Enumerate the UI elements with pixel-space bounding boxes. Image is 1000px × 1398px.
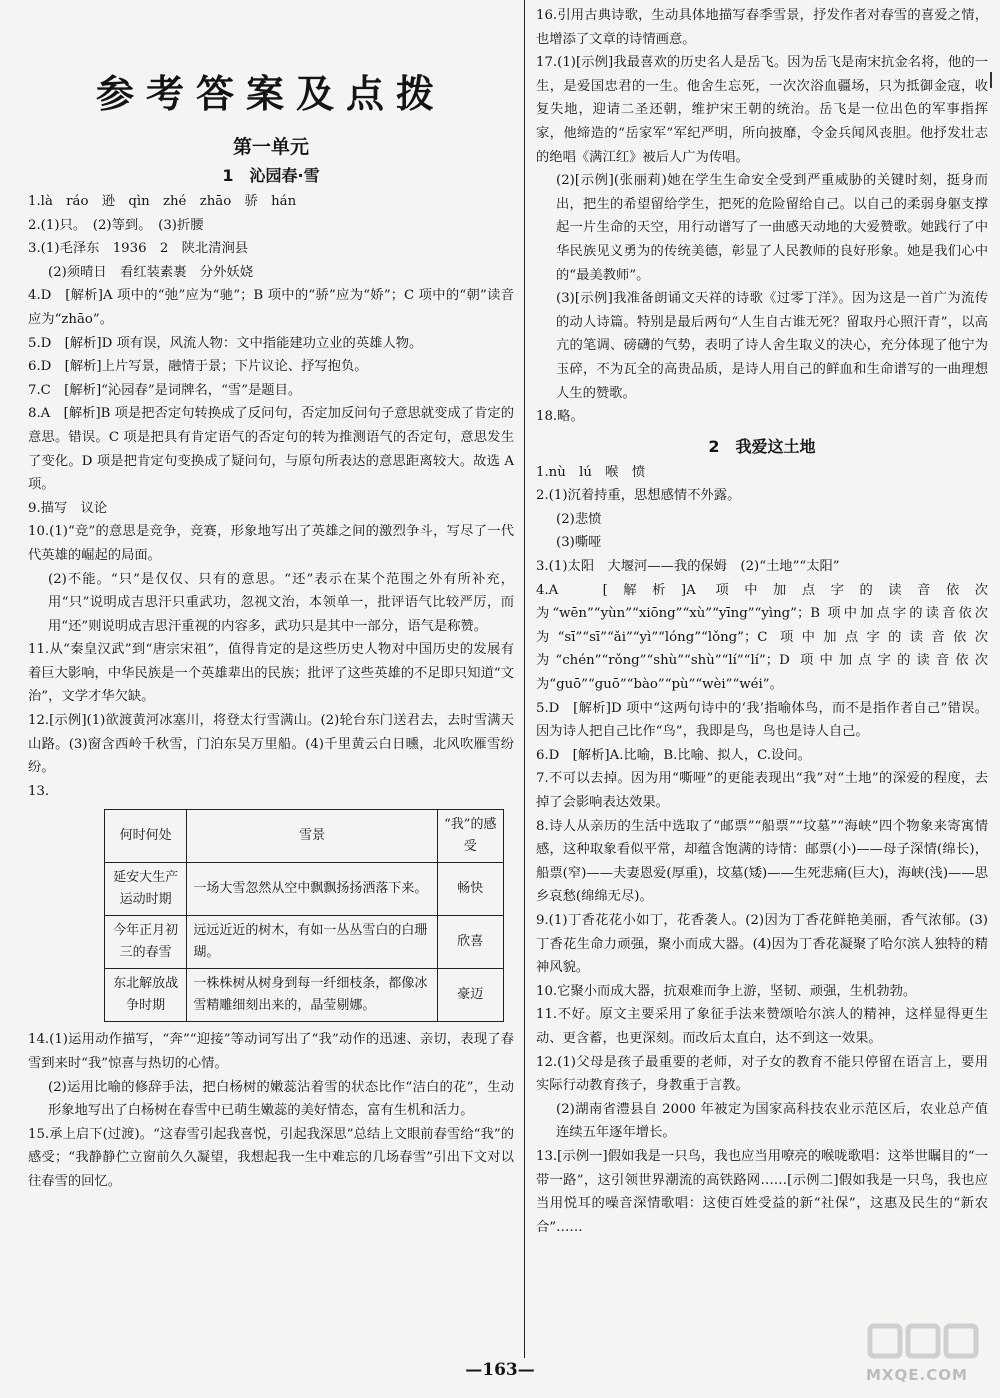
answer-line: 8.A [解析]B 项是把否定句转换成了反问句，否定加反问句子意思就变成了肯定的意思。错误。C 项是把具有肯定语气的否定句的转为推测语气的否定句，意思发生了变化。D 项是把肯定句变换成了疑问句，与原句所表达的意思距离较大。故选 A 项。 <box>28 406 514 493</box>
answer-line: 12.(1)父母是孩子最重要的老师，对子女的教育不能只停留在语言上，要用实际行动教育孩子，身教重于言教。 <box>536 1054 988 1094</box>
page-number: —163— <box>465 1360 535 1380</box>
answer-line: 10.(1)“竞”的意思是竞争，竞赛，形象地写出了英雄之间的激烈争斗，写尽了一代代英雄的崛起的局面。 <box>28 524 514 563</box>
lesson-heading-2: 2 我爱这土地 <box>708 436 816 456</box>
table-cell-when: 延安大生产运动时期 <box>105 863 187 916</box>
table-cell-when: 今年正月初三的春雪 <box>105 916 187 969</box>
answer-line: 10.它聚小而成大器，抗艰难而争上游，坚韧、顽强，生机勃勃。 <box>536 983 917 999</box>
unit-heading: 第一单元 <box>232 136 309 158</box>
answer-line: 16.引用古典诗歌，生动具体地描写春季雪景，抒发作者对春雪的喜爱之情，也增添了文章的诗情画意。 <box>536 8 988 47</box>
answer-line: (3)[示例]我准备朗诵文天祥的诗歌《过零丁洋》。因为这是一首广为流传的动人诗篇。特别是最后两句“人生自古谁无死？留取丹心照汗青”，以高亢的笔调、磅礴的气势，表明了诗人舍生取义的决心，充分体现了他宁为玉碎，不为瓦全的高贵品质，是诗人用自己的鲜血和生命谱写的一曲理想人生的赞歌。 <box>556 291 988 401</box>
answer-line: (3)嘶哑 <box>556 535 602 551</box>
right-column <box>536 0 988 1239</box>
snow-scene-table <box>104 809 504 1022</box>
answer-line: 6.D [解析]上片写景，融情于景；下片议论、抒写抱负。 <box>28 359 368 375</box>
watermark-text: MXQE.COM <box>866 1366 968 1384</box>
answer-line: 4.D [解析]A 项中的“弛”应为“驰”；B 项中的“骄”应为“娇”；C 项中的“朝”读音应为“zhāo”。 <box>28 288 514 327</box>
column-divider <box>524 0 525 1358</box>
answer-line: 1.là ráo 逊 qìn zhé zhāo 骄 hán <box>28 194 297 209</box>
answer-line: 11.从“秦皇汉武”到“唐宗宋祖”，值得肯定的是这些历史人物对中国历史的发展有着巨大影响，中华民族是一个英雄辈出的民族；批评了这些英雄的不足即只知道“文治”，文学才华欠缺。 <box>28 642 514 705</box>
table-row <box>105 916 504 969</box>
table-header-row <box>105 810 504 863</box>
edge-mark <box>990 72 992 88</box>
table-cell-feeling: 豪迈 <box>437 969 503 1022</box>
answer-line: 1.nù lú 喉 愤 <box>536 464 646 480</box>
answer-line: 13.[示例一]假如我是一只鸟，我也应当用嘹亮的喉咙歌唱：这举世瞩目的“一带一路”，这引领世界潮流的高铁路网……[示例二]假如我是一只鸟，我也应当用悦耳的噪音深情歌唱：这使百姓受益的新“社保”，这惠及民生的“新农合”…… <box>536 1148 988 1235</box>
lesson-heading-1: 1 沁园春·雪 <box>222 166 320 185</box>
answer-line: 9.(1)丁香花花小如丁，花香袭人。(2)因为丁香花鲜艳美丽，香气浓郁。(3)丁香花生命力顽强，聚小而成大器。(4)因为丁香花凝聚了哈尔滨人独特的精神风貌。 <box>536 912 988 976</box>
answer-line: 12.[示例](1)欲渡黄河冰塞川，将登太行雪满山。(2)轮台东门送君去，去时雪满天山路。(3)窗含西岭千秋雪，门泊东吴万里船。(4)千里黄云白日曛，北风吹雁雪纷纷。 <box>28 713 514 776</box>
answer-line: 13. <box>28 783 50 799</box>
answer-line: 7.C [解析]“沁园春”是词牌名，“雪”是题目。 <box>28 382 302 398</box>
answer-line: 2.(1)沉着持重，思想感情不外露。 <box>536 488 741 504</box>
table-header: 雪景 <box>187 810 437 863</box>
answer-line: 5.D [解析]D 项中“这两句诗中的‘我’指喻体鸟，而不是指作者自己”错误。因为诗人把自己比作“鸟”，我即是鸟，鸟也是诗人自己。 <box>536 700 988 740</box>
table-row <box>105 863 504 916</box>
left-column <box>28 0 514 1194</box>
table-cell-feeling: 欣喜 <box>437 916 503 969</box>
answer-line: (2)不能。“只”是仅仅、只有的意思。“还”表示在某个范围之外有所补充，用“只”说明成吉思汗只重武功，忽视文治，本领单一，批评语气比较严厉，而用“还”则说明成吉思汗重视的内容多，武功只是其中一部分，语气是称赞。 <box>48 571 514 634</box>
answer-line: 6.D [解析]A.比喻，B.比喻、拟人，C.设问。 <box>536 747 811 763</box>
answer-line: 11.不好。原文主要采用了象征手法来赞颂哈尔滨人的精神，这样显得更生动、更含蓄，也更深刻。而改后太直白，达不到这一效果。 <box>536 1007 988 1046</box>
answer-line: 3.(1)毛泽东 1936 2 陕北清涧县 <box>28 241 249 257</box>
answer-line: 9.描写 议论 <box>28 500 108 516</box>
answer-line: (2)湖南省澧县自 2000 年被定为国家高科技农业示范区后，农业总产值连续五年逐年增长。 <box>556 1101 988 1141</box>
answer-line: (2)须晴日 看红装素裹 分外妖娆 <box>48 264 253 280</box>
answer-line: (2)[示例](张丽莉)她在学生生命安全受到严重威胁的关键时刻，挺身而出，把生的希望留给学生，把死的危险留给自己。以自己的柔弱身躯支撑起一片生命的天空，用行动谱写了一曲感天动地的大爱赞歌。她践行了中华民族见义勇为的传统美德，彰显了人民教师的良好形象。她是我们心中的“最美教师”。 <box>556 173 988 283</box>
page-title: 参考答案及点拨 <box>95 72 446 116</box>
table-cell-scene: 一株株树从树身到每一纤细枝条，都像冰雪精雕细刻出来的，晶莹剔娜。 <box>187 969 437 1022</box>
answer-line: 7.不可以去掉。因为用“嘶哑”的更能表现出“我”对“土地”的深爱的程度，去掉了会影响表达效果。 <box>536 771 988 810</box>
table-cell-feeling: 畅快 <box>437 863 503 916</box>
answer-line: 5.D [解析]D 项有误，风流人物：文中指能建功立业的英雄人物。 <box>28 335 423 351</box>
table-header: “我”的感受 <box>437 810 503 863</box>
answer-line: 15.承上启下(过渡)。“这春雪引起我喜悦，引起我深思”总结上文眼前春雪给“我”的感受；“我静静伫立窗前久久凝望，我想起我一生中难忘的几场春雪”引出下文对以往春雪的回忆。 <box>28 1126 514 1189</box>
table-cell-when: 东北解放战争时期 <box>105 969 187 1022</box>
answer-line: 3.(1)太阳 大堰河——我的保姆 (2)“土地”“太阳” <box>536 559 840 575</box>
table-cell-scene: 一场大雪忽然从空中飘飘扬扬洒落下来。 <box>187 863 437 916</box>
answer-line: 2.(1)只。 (2)等到。 (3)折腰 <box>28 217 204 233</box>
table-header: 何时何处 <box>105 810 187 863</box>
answer-line: 17.(1)[示例]我最喜欢的历史名人是岳飞。因为岳飞是南宋抗金名将，他的一生，是爱国忠君的一生。他舍生忘死，一次次浴血疆场，只为抵御金寇，收复失地，迎请二圣还朝，维护宋王朝的统治。岳飞是一位出色的军事指挥家，他缔造的“岳家军”军纪严明，所向披靡，令金兵闻风丧胆。他抒发壮志的绝唱《满江红》被后人广为传唱。 <box>536 55 988 165</box>
answer-line: 18.略。 <box>536 409 584 425</box>
answer-line: (2)运用比喻的修辞手法，把白杨树的嫩蕊沾着雪的状态比作“洁白的花”，生动形象地写出了白杨树在春雪中已萌生嫩蕊的美好情态，富有生机和活力。 <box>48 1079 514 1119</box>
table-row <box>105 969 504 1022</box>
answer-line: 14.(1)运用动作描写，“奔”“迎接”等动词写出了“我”动作的迅速、亲切，表现了春雪到来时“我”惊喜与热切的心情。 <box>28 1032 514 1072</box>
answer-line: (2)悲愤 <box>556 511 602 527</box>
table-cell-scene: 远远近近的树木，有如一丛丛雪白的白珊瑚。 <box>187 916 437 969</box>
answer-line: 4.A [解析]A 项中加点字的读音依次为“wēn”“yùn”“xiōng”“xù”“yīng”“yìng”；B 项中加点字的读音依次为“sī”“sī”“ǎi”“yì”“lóng”“lǒng”；C 项中加点字的读音依次为“chén”“rǒng”“shù”“shù”“lí”“lí”；D 项中加点字的读音依次为“guō”“guō”“bào”“pù”“wèi”“wéi”。 <box>536 582 988 693</box>
answer-line: 8.诗人从亲历的生活中选取了“邮票”“船票”“坟墓”“海峡”四个物象来寄寓情感，这种取象看似平常，却蕴含饱满的诗情：邮票(小)——母子深情(绵长)，船票(窄)——夫妻恩爱(厚重)，坟墓(矮)——生死悲痛(巨大)，海峡(浅)——思乡哀愁(绵绵无尽)。 <box>536 818 988 905</box>
